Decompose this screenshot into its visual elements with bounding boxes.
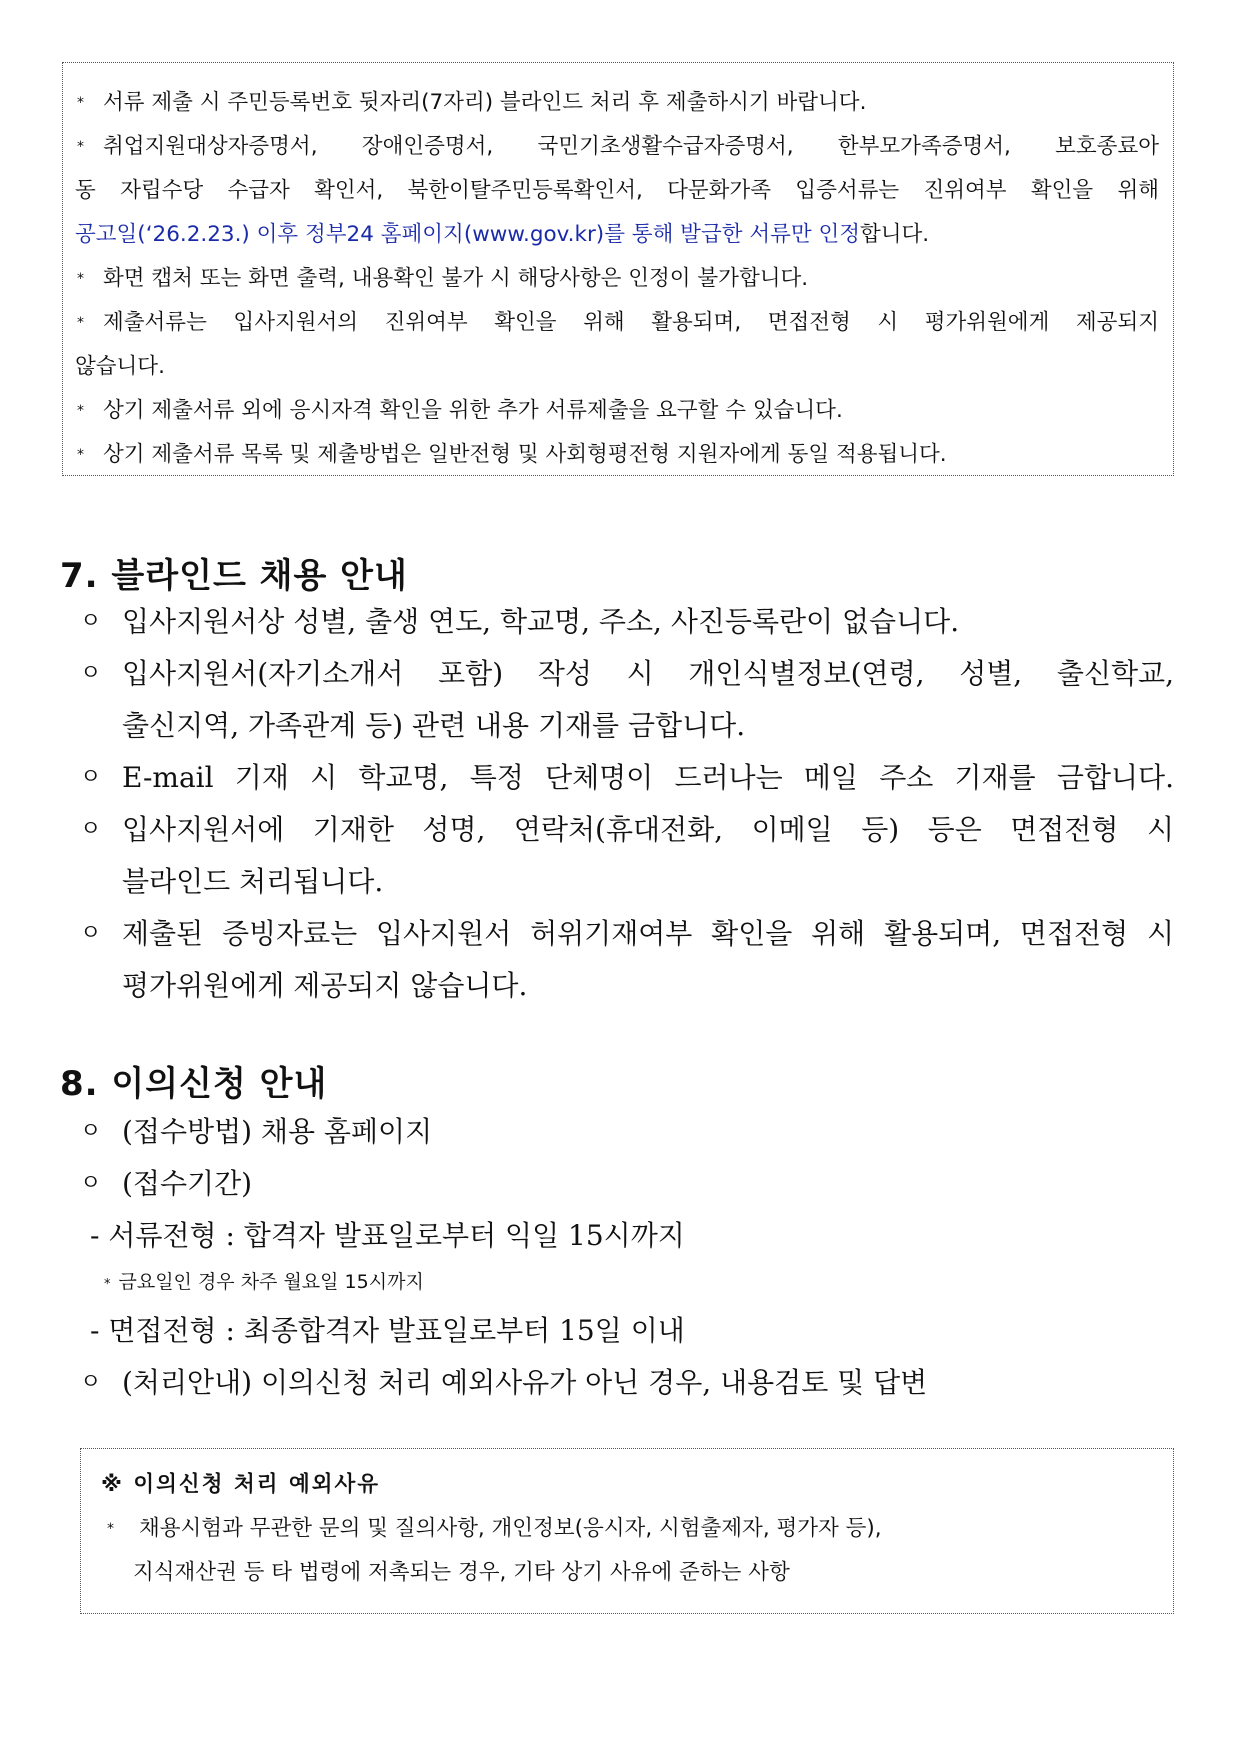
asterisk-marker: *: [77, 271, 84, 287]
sub-note: [80, 1262, 1174, 1305]
list-item: [80, 1106, 1174, 1158]
notice-highlight-text: 공고일(‘26.2.23.) 이후 정부24 홈페이지(www.gov.kr)를 통해 발급한 서류만 인정: [75, 222, 860, 247]
list-item: [80, 596, 1174, 648]
asterisk-marker: *: [77, 95, 84, 111]
notice-item: [75, 433, 1159, 477]
bullet-circle-icon: ㅇ: [80, 817, 102, 842]
notice-text: 상기 제출서류 외에 응시자격 확인을 위한 추가 서류제출을 요구할 수 있습니다.: [103, 398, 843, 423]
bullet-circle-icon: ㅇ: [80, 765, 102, 790]
list-item: [80, 1357, 1174, 1409]
notice-item: [75, 257, 1159, 301]
document-notice-box: [62, 62, 1174, 476]
section-7-title: 7. 블라인드 채용 안내: [60, 556, 408, 596]
notice-text: 서류 제출 시 주민등록번호 뒷자리(7자리) 블라인드 처리 후 제출하시기 바랍니다.: [103, 90, 867, 115]
bullet-circle-icon: ㅇ: [80, 661, 102, 686]
bullet-circle-icon: ㅇ: [80, 1370, 102, 1395]
list-item: [80, 804, 1174, 856]
exception-item: [101, 1507, 1157, 1551]
notice-text: 상기 제출서류 목록 및 제출방법은 일반전형 및 사회형평전형 지원자에게 동일 적용됩니다.: [103, 442, 947, 467]
list-item: [80, 648, 1174, 700]
list-item-text: 입사지원서상 성별, 출생 연도, 학교명, 주소, 사진등록란이 없습니다.: [122, 605, 960, 638]
notice-item: [75, 81, 1159, 125]
section-7-list: [80, 596, 1174, 1012]
list-item-text: (처리안내) 이의신청 처리 예외사유가 아닌 경우, 내용검토 및 답변: [122, 1366, 928, 1399]
notice-text: 화면 캡처 또는 화면 출력, 내용확인 불가 시 해당사항은 인정이 불가합니다.: [103, 266, 809, 291]
list-item-continuation: 블라인드 처리됩니다.: [122, 865, 384, 898]
sub-note-text: 금요일인 경우 차주 월요일 15시까지: [118, 1271, 424, 1293]
notice-text: 취업지원대상자증명서, 장애인증명서, 국민기초생활수급자증명서, 한부모가족증명서, 보호종료아: [103, 134, 1159, 159]
notice-text: 제출서류는 입사지원서의 진위여부 확인을 위해 활용되며, 면접전형 시 평가위원에게 제공되지: [103, 310, 1159, 335]
notice-item: [75, 301, 1159, 345]
list-item-text: 입사지원서에 기재한 성명, 연락처(휴대전화, 이메일 등) 등은 면접전형 시: [122, 813, 1174, 846]
list-item: [80, 1158, 1174, 1210]
dash-item: - 면접전형 : 최종합격자 발표일로부터 15일 이내: [90, 1314, 685, 1347]
notice-text: [75, 213, 1159, 257]
list-item-text: (접수방법) 채용 홈페이지: [122, 1115, 433, 1148]
asterisk-marker: *: [77, 403, 84, 419]
notice-continuation: [75, 213, 1159, 257]
list-item: [80, 908, 1174, 960]
exception-box: [80, 1448, 1174, 1614]
section-8-list: [80, 1106, 1174, 1409]
list-item: [80, 752, 1174, 804]
notice-item: [75, 389, 1159, 433]
list-item-continuation: 출신지역, 가족관계 등) 관련 내용 기재를 금합니다.: [122, 709, 746, 742]
list-item-text: E-mail 기재 시 학교명, 특정 단체명이 드러나는 메일 주소 기재를 금합니다.: [122, 761, 1174, 794]
bullet-circle-icon: ㅇ: [80, 921, 102, 946]
bullet-circle-icon: ㅇ: [80, 1119, 102, 1144]
exception-continuation: 지식재산권 등 타 법령에 저촉되는 경우, 기타 상기 사유에 준하는 사항: [133, 1560, 790, 1585]
asterisk-marker: *: [77, 447, 84, 463]
list-item-text: (접수기간): [122, 1167, 253, 1200]
exception-title: ※ 이의신청 처리 예외사유: [101, 1472, 381, 1497]
notice-continuation: [75, 345, 1159, 389]
asterisk-marker: *: [107, 1521, 114, 1537]
asterisk-marker: *: [77, 139, 84, 155]
list-item-text: 입사지원서(자기소개서 포함) 작성 시 개인식별정보(연령, 성별, 출신학교,: [122, 657, 1174, 690]
notice-text: 동 자립수당 수급자 확인서, 북한이탈주민등록확인서, 다문화가족 입증서류는 진위여부 확인을 위해: [75, 178, 1159, 203]
bullet-circle-icon: ㅇ: [80, 609, 102, 634]
section-8-title: 8. 이의신청 안내: [60, 1064, 328, 1104]
notice-item: [75, 125, 1159, 169]
asterisk-marker: *: [104, 1277, 111, 1292]
bullet-circle-icon: ㅇ: [80, 1171, 102, 1196]
exception-text: 채용시험과 무관한 문의 및 질의사항, 개인정보(응시자, 시험출제자, 평가자 등),: [139, 1516, 882, 1541]
list-item-text: 제출된 증빙자료는 입사지원서 허위기재여부 확인을 위해 활용되며, 면접전형 시: [122, 917, 1174, 950]
notice-text-end: 합니다.: [860, 222, 930, 247]
asterisk-marker: *: [77, 315, 84, 331]
notice-continuation: [75, 169, 1159, 213]
list-item-continuation: 평가위원에게 제공되지 않습니다.: [122, 969, 528, 1002]
notice-text: 않습니다.: [75, 354, 165, 379]
dash-item: - 서류전형 : 합격자 발표일로부터 익일 15시까지: [90, 1219, 685, 1252]
